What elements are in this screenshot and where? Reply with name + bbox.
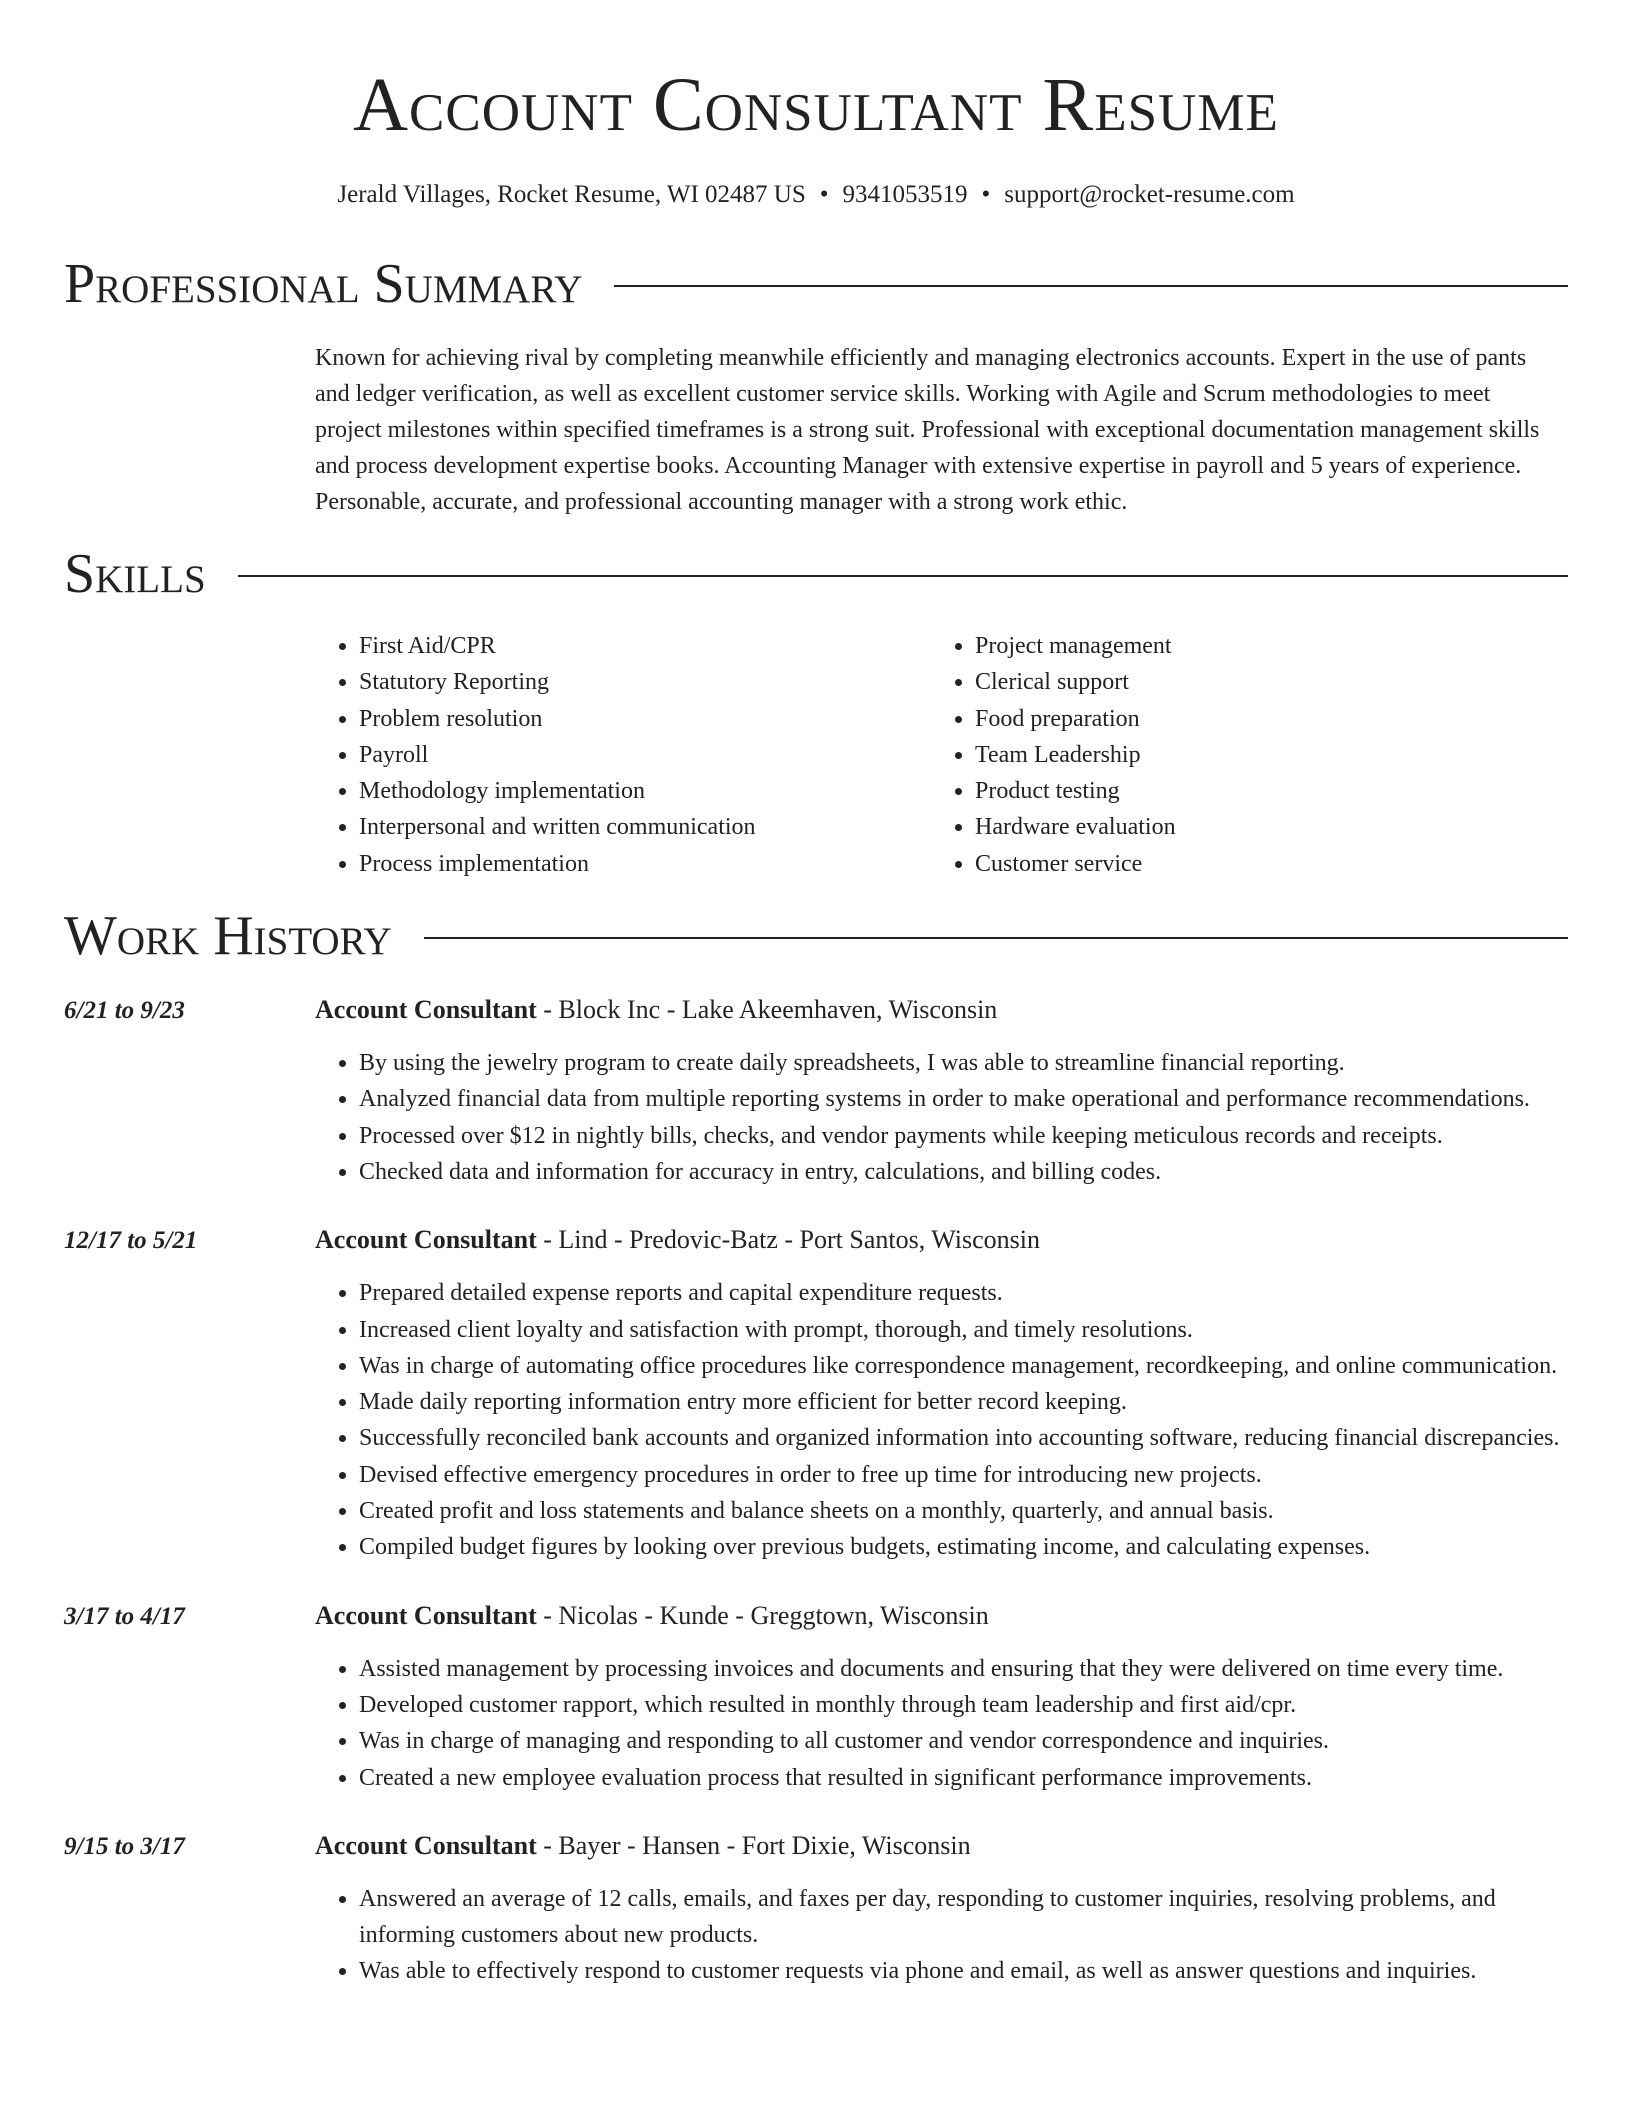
job-header bbox=[64, 992, 1568, 1029]
contact-separator: • bbox=[819, 181, 829, 208]
job-header bbox=[64, 1828, 1568, 1865]
job-title: Account Consultant bbox=[315, 1830, 537, 1860]
resume-page bbox=[64, 0, 1568, 1990]
job-bullets bbox=[315, 1275, 1568, 1565]
summary-section-header bbox=[64, 254, 1568, 314]
job-bullet: • Increased client loyalty and satisfaction with prompt, thorough, and timely resolutions. bbox=[359, 1312, 1568, 1348]
work-heading: Work History bbox=[64, 905, 392, 968]
job-bullet: • Created profit and loss statements and balance sheets on a monthly, quarterly, and annual basis. bbox=[359, 1493, 1568, 1529]
job-company-location: - Block Inc - Lake Akeemhaven, Wisconsin bbox=[536, 995, 998, 1025]
work-history-list bbox=[64, 992, 1568, 1990]
contact-address: Jerald Villages, Rocket Resume, WI 02487 US bbox=[337, 181, 806, 208]
job-bullet: • Prepared detailed expense reports and capital expenditure requests. bbox=[359, 1275, 1568, 1311]
job-company-location: - Lind - Predovic-Batz - Port Santos, Wisconsin bbox=[536, 1225, 1040, 1255]
skills-heading: Skills bbox=[64, 543, 206, 605]
summary-text: Known for achieving rival by completing meanwhile efficiently and managing electronics accounts. Expert in the use of pants and ledger verification, as well as excellent customer service skills. Working with Agile and Scrum methodologies to meet project milestones within specified timeframes is a strong suit. Professional with exceptional documentation management skills and process development expertise books. Accounting Manager with extensive expertise in payroll and 5 years of experience. Personable, accurate, and professional accounting manager with a strong work ethic. bbox=[315, 345, 1540, 515]
job-bullet: • Assisted management by processing invoices and documents and ensuring that they were delivered on time every time. bbox=[359, 1651, 1568, 1687]
skill-item: • Process implementation bbox=[359, 846, 931, 882]
job-bullet: • Devised effective emergency procedures in order to free up time for introducing new projects. bbox=[359, 1457, 1568, 1493]
skill-item: • Project management bbox=[975, 628, 1547, 664]
skill-item: • First Aid/CPR bbox=[359, 628, 931, 664]
contact-line bbox=[64, 180, 1568, 210]
job-bullet: • Answered an average of 12 calls, emails, and faxes per day, responding to customer inquiries, resolving problems, and informing customers about new products. bbox=[359, 1881, 1568, 1954]
skills-column-right bbox=[931, 628, 1547, 882]
contact-email: support@rocket-resume.com bbox=[1004, 181, 1295, 208]
job-title: Account Consultant bbox=[315, 1225, 537, 1255]
skill-item: • Food preparation bbox=[975, 701, 1547, 737]
job-bullet: • Was in charge of automating office procedures like correspondence management, recordkeeping, and online communication. bbox=[359, 1348, 1568, 1384]
job-header bbox=[64, 1222, 1568, 1259]
skill-item: • Methodology implementation bbox=[359, 773, 931, 809]
job-title: Account Consultant bbox=[315, 1600, 537, 1630]
section-divider bbox=[238, 575, 1568, 577]
job-header bbox=[64, 1598, 1568, 1635]
contact-phone: 9341053519 bbox=[842, 181, 968, 208]
job-bullets bbox=[315, 1651, 1568, 1796]
job-bullet: • Was in charge of managing and responding to all customer and vendor correspondence and inquiries. bbox=[359, 1723, 1568, 1759]
job-entry bbox=[64, 1828, 1568, 1990]
resume-title: Account Consultant Resume bbox=[353, 63, 1279, 147]
job-bullet: • Developed customer rapport, which resulted in monthly through team leadership and first aid/cpr. bbox=[359, 1687, 1568, 1723]
job-company-location: - Nicolas - Kunde - Greggtown, Wisconsin bbox=[536, 1600, 989, 1630]
job-company-location: - Bayer - Hansen - Fort Dixie, Wisconsin bbox=[536, 1830, 971, 1860]
skill-item: • Payroll bbox=[359, 737, 931, 773]
work-section-header bbox=[64, 906, 1568, 966]
skill-item: • Problem resolution bbox=[359, 701, 931, 737]
job-bullets bbox=[315, 1881, 1568, 1990]
skills-column-left bbox=[315, 628, 931, 882]
job-bullet: • By using the jewelry program to create daily spreadsheets, I was able to streamline financial reporting. bbox=[359, 1045, 1568, 1081]
skill-item: • Product testing bbox=[975, 773, 1547, 809]
job-entry bbox=[64, 1222, 1568, 1565]
job-bullets bbox=[315, 1045, 1568, 1190]
job-entry bbox=[64, 992, 1568, 1190]
job-bullet: • Processed over $12 in nightly bills, checks, and vendor payments while keeping meticulous records and receipts. bbox=[359, 1118, 1568, 1154]
section-divider bbox=[424, 937, 1568, 939]
job-bullet: • Created a new employee evaluation process that resulted in significant performance improvements. bbox=[359, 1760, 1568, 1796]
skill-item: • Interpersonal and written communication bbox=[359, 809, 931, 845]
skills-list bbox=[315, 628, 1568, 882]
job-info bbox=[315, 1828, 971, 1864]
skill-item: • Customer service bbox=[975, 846, 1547, 882]
job-dates: 9/15 to 3/17 bbox=[64, 1832, 185, 1860]
job-bullet: • Successfully reconciled bank accounts and organized information into accounting software, reducing financial discrepancies. bbox=[359, 1420, 1568, 1456]
section-divider bbox=[614, 285, 1568, 287]
job-bullet: • Made daily reporting information entry more efficient for better record keeping. bbox=[359, 1384, 1568, 1420]
skill-item: • Statutory Reporting bbox=[359, 664, 931, 700]
job-bullet: • Checked data and information for accuracy in entry, calculations, and billing codes. bbox=[359, 1154, 1568, 1190]
job-dates: 3/17 to 4/17 bbox=[64, 1602, 185, 1630]
job-dates: 6/21 to 9/23 bbox=[64, 997, 185, 1025]
job-info bbox=[315, 1598, 989, 1634]
contact-separator: • bbox=[981, 181, 991, 208]
job-bullet: • Was able to effectively respond to customer requests via phone and email, as well as answer questions and inquiries. bbox=[359, 1953, 1568, 1989]
job-title: Account Consultant bbox=[315, 995, 537, 1025]
skill-item: • Clerical support bbox=[975, 664, 1547, 700]
job-info bbox=[315, 992, 997, 1028]
job-info bbox=[315, 1222, 1040, 1258]
job-dates: 12/17 to 5/21 bbox=[64, 1227, 198, 1255]
skill-item: • Team Leadership bbox=[975, 737, 1547, 773]
job-bullet: • Analyzed financial data from multiple reporting systems in order to make operational and performance recommendations. bbox=[359, 1081, 1568, 1117]
skill-item: • Hardware evaluation bbox=[975, 809, 1547, 845]
skills-section-header bbox=[64, 544, 1568, 604]
job-entry bbox=[64, 1598, 1568, 1796]
summary-heading: Professional Summary bbox=[64, 253, 583, 315]
job-bullet: • Compiled budget figures by looking over previous budgets, estimating income, and calculating expenses. bbox=[359, 1529, 1568, 1565]
